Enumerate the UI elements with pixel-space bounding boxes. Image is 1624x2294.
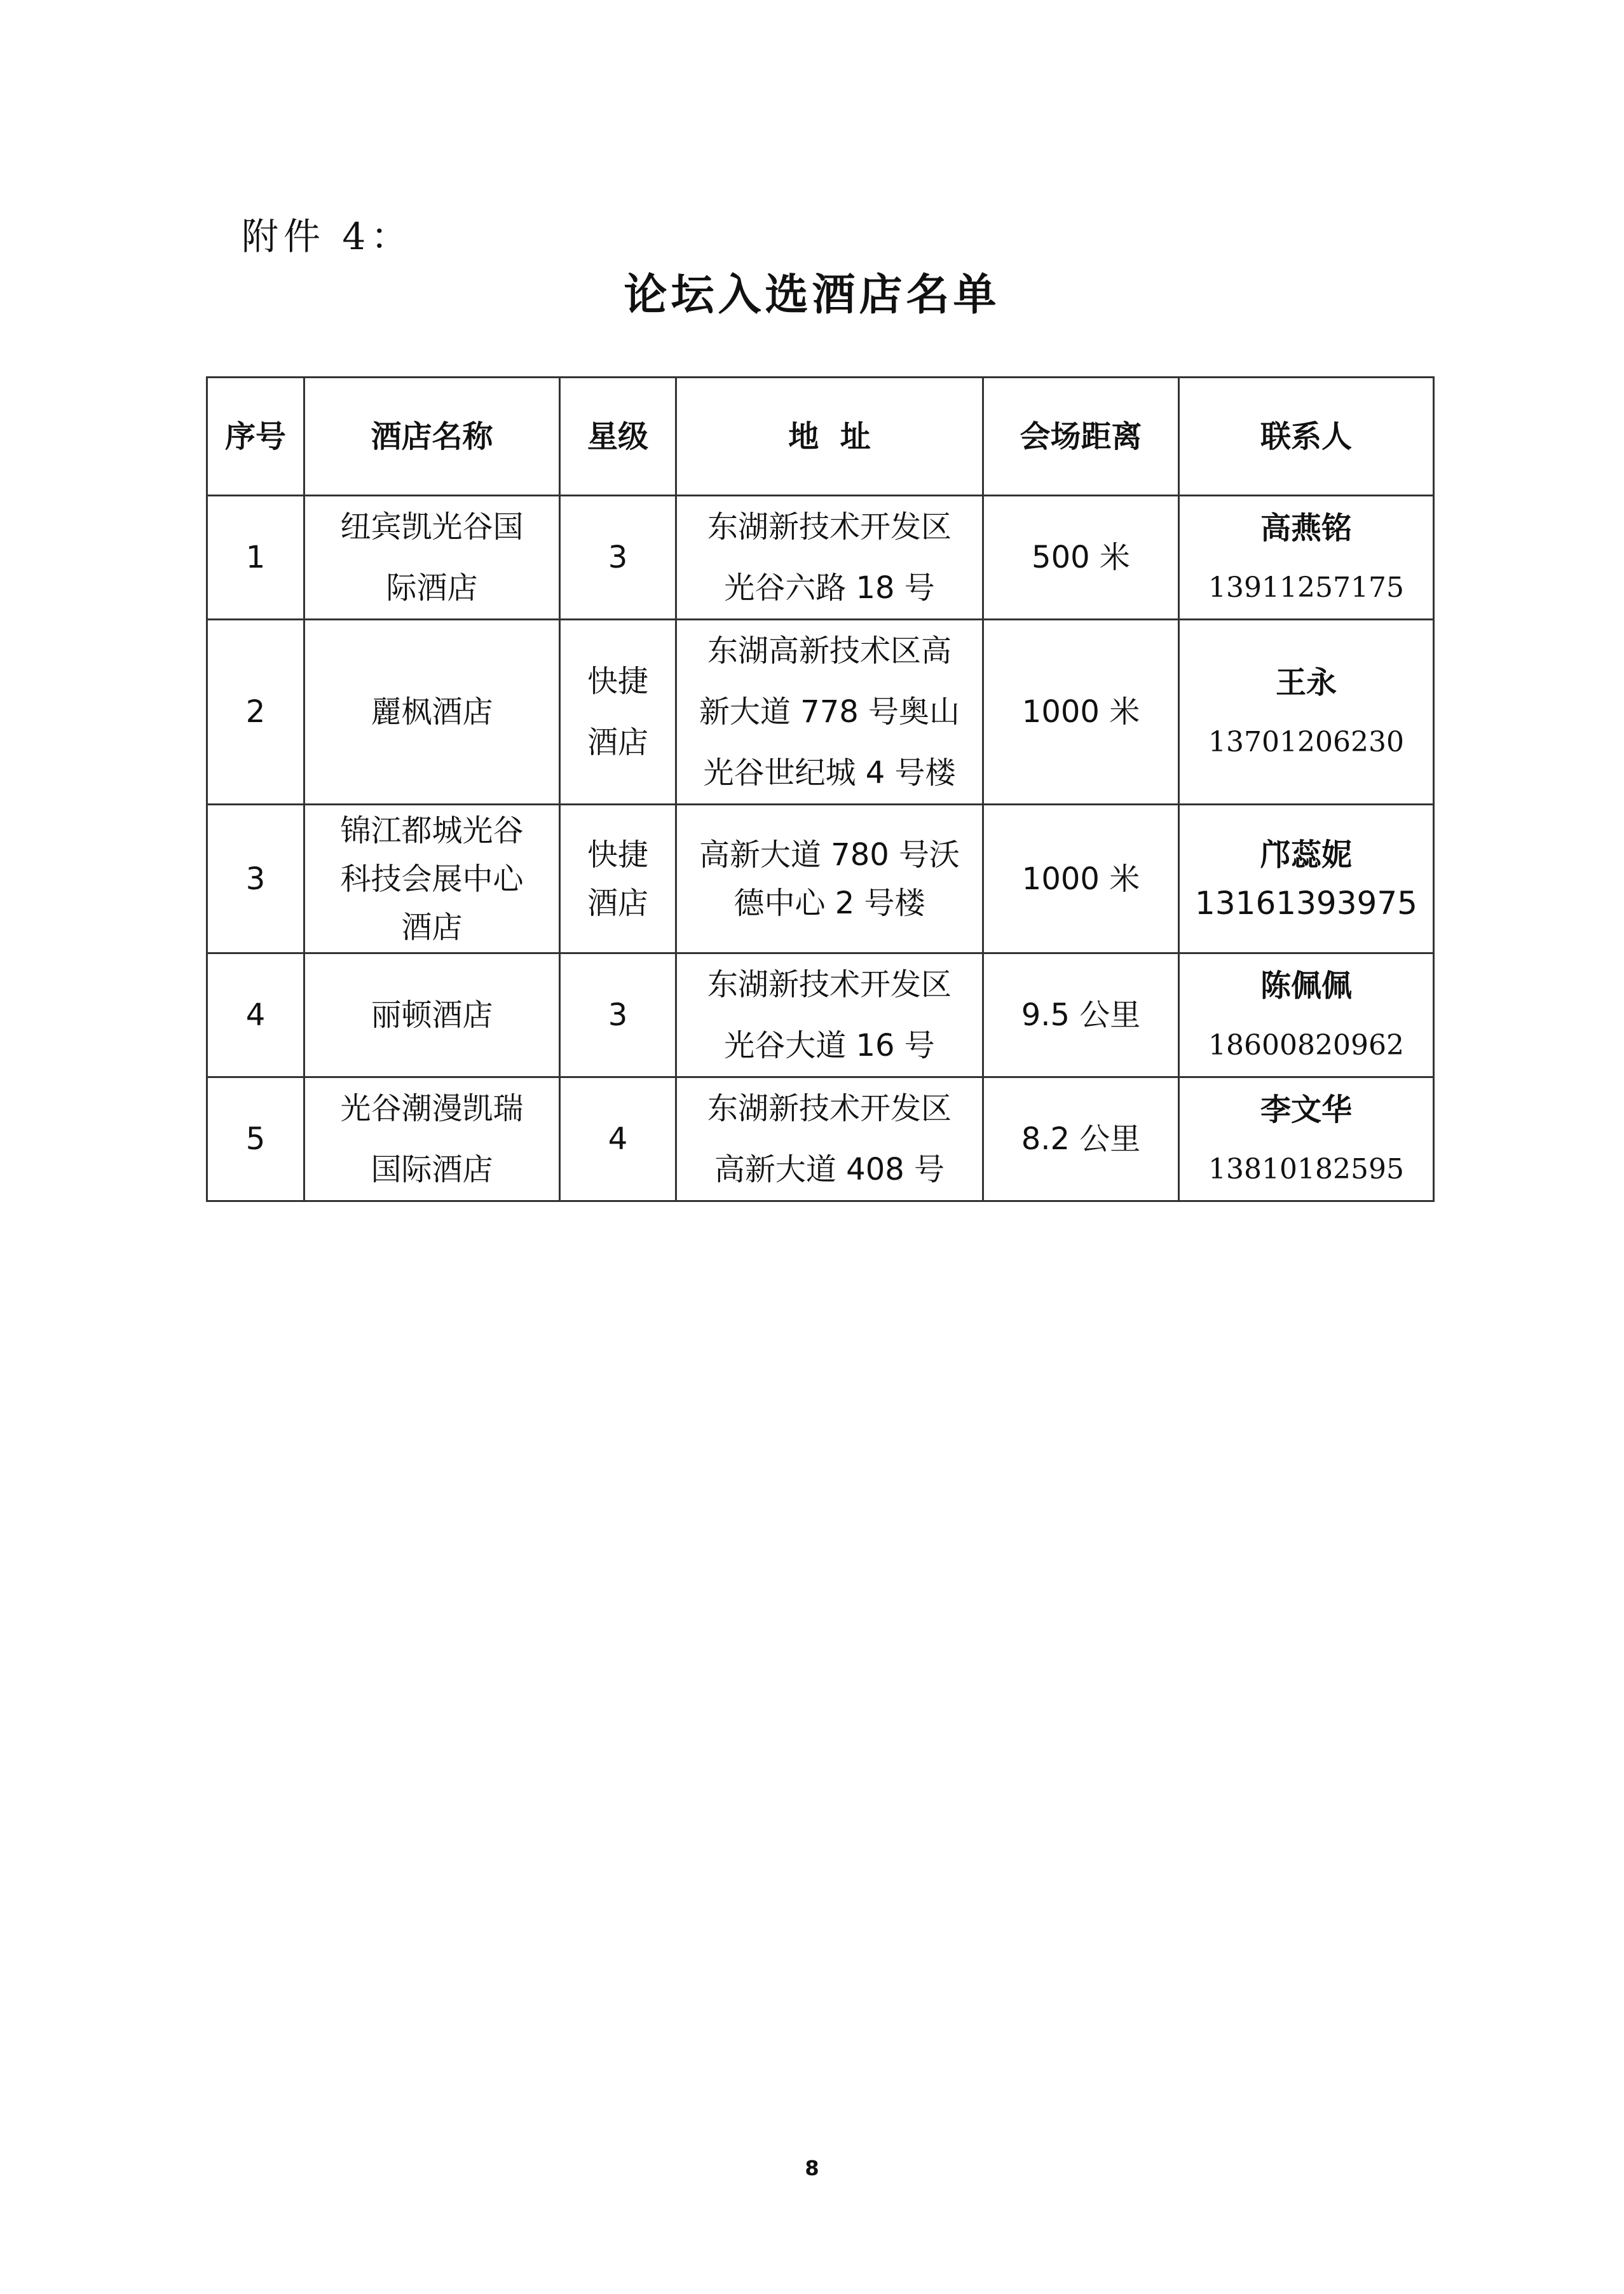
header-contact: 联系人 [1179,378,1434,496]
cell-distance: 1000 米 [983,805,1179,953]
table-row [207,496,1434,620]
cell-star: 3 [560,953,676,1077]
cell-contact [1179,805,1434,953]
cell-no: 3 [207,805,304,953]
cell-distance: 8.2 公里 [983,1077,1179,1201]
table-row [207,805,1434,953]
cell-address: 东湖新技术开发区 光谷大道 16 号 [676,953,983,1077]
table-row [207,620,1434,805]
contact-name: 邝蕊妮 [1260,836,1352,873]
cell-no: 2 [207,620,304,805]
cell-contact [1179,496,1434,620]
page-number: 8 [805,2156,819,2180]
cell-address: 东湖新技术开发区 高新大道 408 号 [676,1077,983,1201]
cell-address: 高新大道 780 号沃 德中心 2 号楼 [676,805,983,953]
contact-name: 高燕铭 [1260,510,1352,546]
page-title: 论坛入选酒店名单 [624,270,1000,320]
cell-contact [1179,953,1434,1077]
header-no: 序号 [207,378,304,496]
cell-address: 东湖高新技术区高 新大道 778 号奥山 光谷世纪城 4 号楼 [676,620,983,805]
cell-no: 4 [207,953,304,1077]
cell-hotel-name: 麗枫酒店 [304,620,560,805]
cell-star: 3 [560,496,676,620]
contact-name: 王永 [1275,665,1337,700]
cell-no: 1 [207,496,304,620]
cell-hotel-name: 纽宾凯光谷国 际酒店 [304,496,560,620]
cell-address: 东湖新技术开发区 光谷六路 18 号 [676,496,983,620]
cell-distance: 500 米 [983,496,1179,620]
contact-name: 陈佩佩 [1260,968,1352,1004]
contact-phone: 13911257175 [1208,571,1404,604]
header-hotel-name: 酒店名称 [304,378,560,496]
cell-star: 4 [560,1077,676,1201]
attachment-label: 附件 4： [242,215,413,258]
contact-phone: 13161393975 [1195,884,1417,922]
cell-hotel-name: 丽顿酒店 [304,953,560,1077]
header-star: 星级 [560,378,676,496]
table-row [207,953,1434,1077]
hotel-table [206,376,1435,1202]
contact-phone: 13701206230 [1208,726,1404,758]
cell-hotel-name: 光谷潮漫凯瑞 国际酒店 [304,1077,560,1201]
cell-star: 快捷 酒店 [560,805,676,953]
cell-distance: 1000 米 [983,620,1179,805]
table-header-row [207,378,1434,496]
cell-star: 快捷 酒店 [560,620,676,805]
contact-name: 李文华 [1260,1092,1352,1128]
header-address: 地 址 [676,378,983,496]
cell-distance: 9.5 公里 [983,953,1179,1077]
contact-phone: 13810182595 [1208,1153,1404,1185]
cell-contact [1179,620,1434,805]
cell-no: 5 [207,1077,304,1201]
cell-hotel-name: 锦江都城光谷 科技会展中心 酒店 [304,805,560,953]
cell-contact [1179,1077,1434,1201]
header-distance: 会场距离 [983,378,1179,496]
table-row [207,1077,1434,1201]
contact-phone: 18600820962 [1208,1029,1404,1062]
